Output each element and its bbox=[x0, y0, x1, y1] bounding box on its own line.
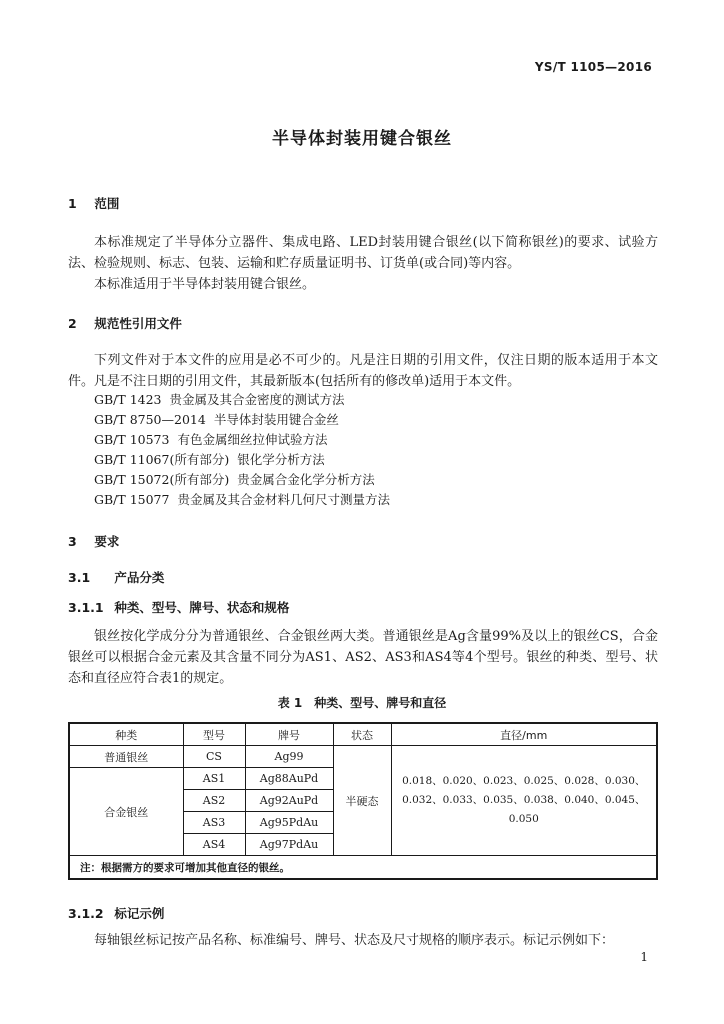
diameter-cell bbox=[391, 746, 657, 856]
section-title: 要求 bbox=[94, 534, 120, 549]
reference-item bbox=[94, 450, 325, 470]
table-header-cell: 种类 bbox=[69, 723, 183, 746]
subsection-3-1-heading bbox=[68, 568, 164, 586]
table-header-cell: 状态 bbox=[333, 723, 391, 746]
subsection-title: 产品分类 bbox=[114, 570, 165, 585]
reference-code: GB/T 11067(所有部分) bbox=[94, 452, 230, 467]
grade-cell: Ag99 bbox=[245, 746, 333, 768]
section-1-paragraph-1: 本标准规定了半导体分立器件、集成电路、LED封装用键合银丝(以下简称银丝)的要求、试验方法、检验规则、标志、包装、运输和贮存质量证明书、订货单(或合同)等内容。 bbox=[68, 235, 658, 271]
section-3-heading bbox=[68, 532, 119, 550]
model-cell: AS2 bbox=[183, 790, 245, 812]
subsection-title: 种类、型号、牌号、状态和规格 bbox=[114, 600, 290, 615]
section-2-heading bbox=[68, 314, 182, 332]
reference-code: GB/T 15077 bbox=[94, 492, 170, 507]
reference-title: 贵金属及其合金材料几何尺寸测量方法 bbox=[177, 492, 390, 507]
reference-title: 银化学分析方法 bbox=[237, 452, 325, 467]
subsection-title: 标记示例 bbox=[114, 906, 165, 921]
reference-item bbox=[94, 490, 390, 510]
reference-code: GB/T 1423 bbox=[94, 392, 162, 407]
reference-item bbox=[94, 390, 345, 410]
section-number: 2 bbox=[68, 316, 77, 331]
section-1-paragraph-2: 本标准适用于半导体封装用键合银丝。 bbox=[94, 277, 316, 292]
reference-code: GB/T 8750—2014 bbox=[94, 412, 206, 427]
section-number: 1 bbox=[68, 196, 77, 211]
table-header-cell: 直径/mm bbox=[391, 723, 657, 746]
table-header-cell: 型号 bbox=[183, 723, 245, 746]
subsection-3-1-1-paragraph: 银丝按化学成分分为普通银丝、合金银丝两大类。普通银丝是Ag含量99%及以上的银丝CS，合金银丝可以根据合金元素及其含量不同分为AS1、AS2、AS3和AS4等4个型号。银丝的种类、型号、状态和直径应符合表1的规定。 bbox=[68, 629, 658, 686]
subsection-number: 3.1 bbox=[68, 570, 91, 585]
model-cell: AS1 bbox=[183, 768, 245, 790]
table-1-caption: 表 1 种类、型号、牌号和直径 bbox=[277, 696, 447, 710]
subsection-3-1-2-paragraph: 每轴银丝标记按产品名称、标准编号、牌号、状态及尺寸规格的顺序表示。标记示例如下： bbox=[94, 933, 615, 948]
model-cell: AS4 bbox=[183, 834, 245, 856]
table-1 bbox=[68, 722, 658, 880]
subsection-3-1-1-heading bbox=[68, 598, 289, 616]
reference-item bbox=[94, 470, 375, 490]
standard-number: YS/T 1105—2016 bbox=[534, 60, 652, 74]
table-note: 注：根据需方的要求可增加其他直径的银丝。 bbox=[69, 856, 657, 880]
grade-cell: Ag88AuPd bbox=[245, 768, 333, 790]
diameter-line: 0.018、0.020、0.023、0.025、0.028、0.030、 bbox=[402, 775, 646, 787]
reference-title: 贵金属及其合金密度的测试方法 bbox=[169, 392, 345, 407]
table-note-row bbox=[69, 856, 657, 880]
table-header-row bbox=[69, 723, 657, 746]
grade-cell: Ag92AuPd bbox=[245, 790, 333, 812]
reference-title: 有色金属细丝拉伸试验方法 bbox=[177, 432, 328, 447]
state-cell: 半硬态 bbox=[333, 746, 391, 856]
reference-item bbox=[94, 410, 339, 430]
section-title: 规范性引用文件 bbox=[94, 316, 182, 331]
category-cell: 合金银丝 bbox=[69, 768, 183, 856]
model-cell: CS bbox=[183, 746, 245, 768]
subsection-number: 3.1.2 bbox=[68, 906, 104, 921]
section-2-paragraph-1: 下列文件对于本文件的应用是必不可少的。凡是注日期的引用文件，仅注日期的版本适用于本文件。凡是不注日期的引用文件，其最新版本(包括所有的修改单)适用于本文件。 bbox=[68, 353, 658, 389]
diameter-line: 0.032、0.033、0.035、0.038、0.040、0.045、0.050 bbox=[402, 794, 646, 825]
category-cell: 普通银丝 bbox=[69, 746, 183, 768]
document-title: 半导体封装用键合银丝 bbox=[272, 129, 452, 149]
reference-title: 半导体封装用键合金丝 bbox=[213, 412, 339, 427]
section-number: 3 bbox=[68, 534, 77, 549]
section-title: 范围 bbox=[94, 196, 120, 211]
model-cell: AS3 bbox=[183, 812, 245, 834]
table-row bbox=[69, 746, 657, 768]
subsection-number: 3.1.1 bbox=[68, 600, 104, 615]
subsection-3-1-2-heading bbox=[68, 904, 164, 922]
reference-title: 贵金属合金化学分析方法 bbox=[237, 472, 375, 487]
table-header-cell: 牌号 bbox=[245, 723, 333, 746]
section-1-heading bbox=[68, 194, 119, 212]
grade-cell: Ag97PdAu bbox=[245, 834, 333, 856]
grade-cell: Ag95PdAu bbox=[245, 812, 333, 834]
reference-code: GB/T 15072(所有部分) bbox=[94, 472, 230, 487]
reference-item bbox=[94, 430, 327, 450]
page-number: 1 bbox=[640, 950, 648, 964]
reference-code: GB/T 10573 bbox=[94, 432, 170, 447]
